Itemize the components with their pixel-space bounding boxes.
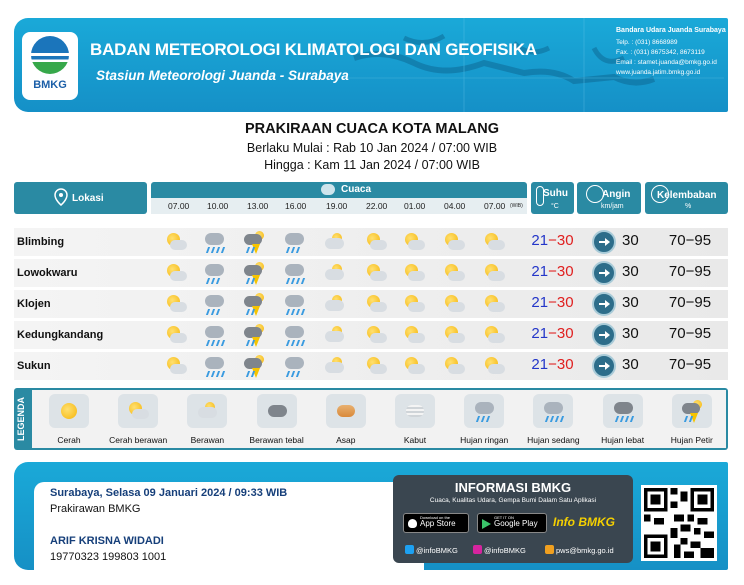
raindrop-icon	[630, 416, 634, 422]
legend-item	[588, 394, 658, 445]
raindrop-icon	[301, 309, 305, 315]
bmkg-logo	[22, 32, 78, 100]
wind-speed: 30	[622, 325, 639, 342]
cloud-icon	[285, 357, 304, 369]
raindrop-icon	[625, 416, 629, 422]
legend-berawan-tebal-icon	[257, 394, 297, 428]
contact-block	[616, 26, 726, 78]
raindrop-icon	[246, 371, 250, 377]
raindrop-icon	[291, 247, 295, 253]
legend-item	[380, 394, 450, 445]
table-row	[14, 352, 728, 380]
cloud-icon	[488, 240, 505, 250]
temp-max: 30	[556, 294, 574, 311]
weather-cerah-berawan-icon	[482, 292, 506, 316]
raindrop-icon	[206, 247, 210, 253]
weather-berawan-icon	[322, 354, 346, 378]
raindrop-icon	[211, 340, 215, 346]
raindrop-icon	[221, 340, 225, 346]
raindrop-icon	[246, 278, 250, 284]
raindrop-icon	[206, 371, 210, 377]
raindrop-icon	[296, 309, 300, 315]
temp-dash: −	[548, 325, 557, 342]
legend-label: Hujan Petir	[670, 435, 713, 445]
forecaster-name: ARIF KRISNA WIDADI	[50, 535, 164, 547]
hour-2: 13.00	[247, 201, 269, 211]
legend-label: Cerah	[57, 435, 81, 445]
header-suhu-unit: °C	[551, 203, 559, 210]
raindrop-icon	[296, 247, 300, 253]
weather-cerah-berawan-icon	[482, 230, 506, 254]
cloud-icon	[170, 271, 187, 281]
wind-speed: 30	[622, 356, 639, 373]
fog-icon	[406, 405, 424, 417]
weather-hujan-sedang-icon	[202, 323, 226, 347]
weather-cerah-berawan-icon	[164, 292, 188, 316]
cloud-icon	[448, 271, 465, 281]
raindrop-icon	[286, 340, 290, 346]
cloud-icon	[408, 271, 425, 281]
raindrop-icon	[286, 247, 290, 253]
raindrop-icon	[481, 416, 485, 422]
legend-hujan-ringan-icon	[464, 394, 504, 428]
hour-row	[151, 198, 527, 214]
cloud-icon	[285, 295, 304, 307]
temperature	[531, 232, 574, 249]
cloud-icon	[370, 271, 387, 281]
cloud-icon	[205, 357, 224, 369]
info-title: INFORMASI BMKG	[454, 480, 572, 495]
hour-1: 10.00	[207, 201, 229, 211]
cloud-icon	[205, 264, 224, 276]
header-kelembaban-label: Kelembaban	[657, 190, 717, 201]
weather-hujan-petir-icon	[242, 292, 266, 316]
weather-cerah-berawan-icon	[364, 292, 388, 316]
weather-cerah-berawan-icon	[164, 354, 188, 378]
weather-hujan-ringan-icon	[202, 292, 226, 316]
cloud-icon	[205, 295, 224, 307]
app-store-label: App Store	[420, 519, 456, 528]
legend-label: LEGENDA	[16, 397, 26, 442]
cloud-icon	[285, 233, 304, 245]
weather-cerah-berawan-icon	[402, 261, 426, 285]
header-suhu-label: Suhu	[543, 188, 568, 199]
location-name: Kedungkandang	[17, 329, 104, 341]
table-row	[14, 321, 728, 349]
raindrop-icon	[246, 340, 250, 346]
weather-cerah-berawan-icon	[364, 354, 388, 378]
contact-fax: Fax. : (031) 8675342, 8673119	[616, 49, 705, 56]
weather-berawan-icon	[322, 323, 346, 347]
temperature	[531, 325, 574, 342]
legend-item	[242, 394, 312, 445]
station-subtitle: Stasiun Meteorologi Juanda - Surabaya	[96, 68, 349, 83]
contact-email: Email : stamet.juanda@bmkg.go.id	[616, 59, 717, 66]
header-angin-unit: km/jam	[601, 203, 624, 210]
cloud-icon	[325, 238, 344, 249]
raindrop-icon	[291, 371, 295, 377]
header-angin	[577, 182, 641, 214]
raindrop-icon	[221, 371, 225, 377]
raindrop-icon	[476, 416, 480, 422]
location-name: Sukun	[17, 360, 51, 372]
raindrop-icon	[620, 416, 624, 422]
cloud-icon	[408, 240, 425, 250]
raindrop-icon	[296, 371, 300, 377]
raindrop-icon	[286, 309, 290, 315]
raindrop-icon	[211, 247, 215, 253]
legend-item	[34, 394, 104, 445]
email-icon	[545, 545, 554, 554]
temperature	[531, 294, 574, 311]
legend-panel	[32, 390, 726, 448]
legend	[14, 388, 728, 450]
twitter-link[interactable]	[405, 545, 458, 555]
raindrop-icon	[211, 309, 215, 315]
humidity: 70−95	[668, 263, 712, 280]
raindrop-icon	[291, 278, 295, 284]
wind-speed: 30	[622, 294, 639, 311]
wind-speed: 30	[622, 232, 639, 249]
header-banner	[14, 18, 728, 112]
cloud-icon	[488, 271, 505, 281]
cloud-icon	[448, 240, 465, 250]
temp-min: 21	[531, 325, 549, 342]
sun-icon	[61, 403, 77, 419]
weather-cerah-berawan-icon	[442, 354, 466, 378]
cloud-icon	[325, 269, 344, 280]
wind-direction-icon	[592, 323, 616, 347]
logo-text: BMKG	[33, 79, 67, 91]
contact-telp: Telp. : (031) 8668989	[616, 39, 678, 46]
apple-icon	[408, 519, 417, 528]
raindrop-icon	[286, 371, 290, 377]
weather-cerah-berawan-icon	[482, 261, 506, 285]
humidity: 70−95	[668, 356, 712, 373]
temp-max: 30	[556, 263, 574, 280]
google-play-button[interactable]	[477, 513, 547, 533]
raindrop-icon	[291, 340, 295, 346]
cloud-icon	[205, 326, 224, 338]
temp-min: 21	[531, 263, 549, 280]
table-row	[14, 290, 728, 318]
app-store-button[interactable]	[403, 513, 469, 533]
weather-cerah-berawan-icon	[442, 323, 466, 347]
cloud-icon	[370, 240, 387, 250]
raindrop-icon	[206, 340, 210, 346]
info-subtitle: Cuaca, Kualitas Udara, Gempa Bumi Dalam Satu Aplikasi	[429, 497, 597, 504]
twitter-handle: @infoBMKG	[416, 546, 458, 555]
weather-berawan-icon	[322, 292, 346, 316]
smoke-icon	[337, 405, 355, 417]
cloud-icon	[488, 364, 505, 374]
hour-suffix: (WIB)	[510, 203, 523, 209]
weather-hujan-petir-icon	[242, 323, 266, 347]
cloud-icon	[614, 402, 633, 414]
google-play-pre: GET IT ON	[494, 515, 514, 520]
legend-label: Asap	[336, 435, 356, 445]
header-lokasi-label: Lokasi	[72, 193, 104, 204]
twitter-icon	[405, 545, 414, 554]
header-cuaca	[151, 182, 527, 198]
legend-item	[103, 394, 173, 445]
raindrop-icon	[246, 247, 250, 253]
cloud-icon	[198, 407, 217, 418]
cloud-icon	[370, 302, 387, 312]
wind-direction-icon	[592, 261, 616, 285]
qr-code-icon	[644, 488, 714, 558]
weather-cerah-berawan-icon	[164, 230, 188, 254]
weather-berawan-icon	[322, 261, 346, 285]
raindrop-icon	[560, 416, 564, 422]
raindrop-icon	[211, 371, 215, 377]
cloud-icon	[170, 333, 187, 343]
hour-0: 07.00	[168, 201, 190, 211]
legend-item	[311, 394, 381, 445]
weather-hujan-sedang-icon	[202, 230, 226, 254]
legend-label: Hujan sedang	[527, 435, 580, 445]
raindrop-icon	[550, 416, 554, 422]
wind-direction-icon	[592, 230, 616, 254]
header-kelembaban-unit: %	[685, 203, 692, 210]
hour-6: 01.00	[404, 201, 426, 211]
wind-direction-icon	[592, 354, 616, 378]
legend-label: Berawan tebal	[249, 435, 304, 445]
email-link[interactable]	[545, 545, 614, 555]
humidity: 70−95	[668, 325, 712, 342]
cloud-icon	[321, 184, 335, 195]
weather-cerah-berawan-icon	[482, 323, 506, 347]
weather-hujan-ringan-icon	[202, 261, 226, 285]
raindrop-icon	[486, 416, 490, 422]
cloud-icon	[205, 233, 224, 245]
cloud-icon	[170, 240, 187, 250]
header-suhu	[531, 182, 574, 214]
forecaster-nip: 19770323 199803 1001	[50, 551, 167, 563]
table-row	[14, 228, 728, 256]
hour-7: 04.00	[444, 201, 466, 211]
legend-hujan-sedang-icon	[533, 394, 573, 428]
weather-cerah-berawan-icon	[402, 323, 426, 347]
raindrop-icon	[216, 309, 220, 315]
raindrop-icon	[555, 416, 559, 422]
weather-cerah-berawan-icon	[364, 230, 388, 254]
legend-asap-icon	[326, 394, 366, 428]
weather-hujan-sedang-icon	[282, 292, 306, 316]
legend-label: Berawan	[190, 435, 225, 445]
cloud-icon	[325, 362, 344, 373]
temp-dash: −	[548, 232, 557, 249]
weather-berawan-icon	[322, 230, 346, 254]
cloud-icon	[170, 302, 187, 312]
cloud-icon	[448, 333, 465, 343]
valid-from: Berlaku Mulai : Rab 10 Jan 2024 / 07:00 WIB	[246, 141, 498, 155]
instagram-link[interactable]	[473, 545, 526, 555]
weather-cerah-berawan-icon	[442, 292, 466, 316]
temp-min: 21	[531, 356, 549, 373]
globe-icon	[31, 36, 69, 74]
cloud-icon	[325, 300, 344, 311]
wind-speed: 30	[622, 263, 639, 280]
header-lokasi	[14, 182, 147, 214]
valid-to: Hingga : Kam 11 Jan 2024 / 07:00 WIB	[264, 158, 480, 172]
humidity: 70−95	[668, 294, 712, 311]
header-cuaca-label: Cuaca	[341, 184, 372, 195]
weather-cerah-berawan-icon	[364, 323, 388, 347]
humidity: 70−95	[668, 232, 712, 249]
weather-cerah-berawan-icon	[164, 261, 188, 285]
raindrop-icon	[296, 340, 300, 346]
contact-web: www.juanda.jatim.bmkg.go.id	[616, 69, 701, 76]
raindrop-icon	[246, 309, 250, 315]
weather-cerah-berawan-icon	[482, 354, 506, 378]
cloud-icon	[325, 331, 344, 342]
google-play-label: Google Play	[494, 519, 538, 528]
temp-min: 21	[531, 232, 549, 249]
raindrop-icon	[206, 278, 210, 284]
raindrop-icon	[211, 278, 215, 284]
temp-max: 30	[556, 356, 574, 373]
cloud-icon	[544, 402, 563, 414]
legend-item	[449, 394, 519, 445]
cloud-icon	[448, 364, 465, 374]
weather-hujan-sedang-icon	[202, 354, 226, 378]
weather-hujan-petir-icon	[242, 354, 266, 378]
temp-max: 30	[556, 325, 574, 342]
weather-cerah-berawan-icon	[442, 230, 466, 254]
raindrop-icon	[216, 278, 220, 284]
qr-code[interactable]	[641, 485, 717, 561]
raindrop-icon	[291, 309, 295, 315]
raindrop-icon	[216, 247, 220, 253]
hour-8: 07.00	[484, 201, 506, 211]
weather-hujan-sedang-icon	[282, 323, 306, 347]
raindrop-icon	[545, 416, 549, 422]
cloud-icon	[285, 264, 304, 276]
temperature	[531, 263, 574, 280]
weather-cerah-berawan-icon	[364, 261, 388, 285]
weather-hujan-ringan-icon	[282, 354, 306, 378]
location-pin-icon	[54, 188, 68, 206]
weather-cerah-berawan-icon	[442, 261, 466, 285]
cloud-icon	[408, 333, 425, 343]
weather-hujan-ringan-icon	[282, 230, 306, 254]
cloud-icon	[408, 364, 425, 374]
forecaster-role: Prakirawan BMKG	[50, 503, 141, 515]
raindrop-icon	[216, 340, 220, 346]
cloud-icon	[370, 364, 387, 374]
legend-hujan-petir-icon	[672, 394, 712, 428]
temp-dash: −	[548, 294, 557, 311]
legend-cerah-berawan-icon	[118, 394, 158, 428]
raindrop-icon	[216, 371, 220, 377]
cloud-icon	[285, 326, 304, 338]
legend-label: Hujan lebat	[601, 435, 645, 445]
legend-item	[172, 394, 242, 445]
agency-title: BADAN METEOROLOGI KLIMATOLOGI DAN GEOFISIKA	[90, 40, 537, 59]
hour-4: 19.00	[326, 201, 348, 211]
temperature	[531, 356, 574, 373]
raindrop-icon	[206, 309, 210, 315]
weather-hujan-sedang-icon	[282, 261, 306, 285]
play-icon	[482, 519, 491, 529]
legend-item	[518, 394, 588, 445]
table-row	[14, 259, 728, 287]
cloud-icon	[370, 333, 387, 343]
instagram-icon	[473, 545, 482, 554]
legend-cerah-icon	[49, 394, 89, 428]
weather-cerah-berawan-icon	[402, 230, 426, 254]
info-bmkg-panel	[393, 475, 633, 563]
header-angin-label: Angin	[602, 189, 631, 200]
raindrop-icon	[684, 416, 688, 422]
legend-label: Hujan ringan	[460, 435, 509, 445]
weather-hujan-petir-icon	[242, 230, 266, 254]
raindrop-icon	[286, 278, 290, 284]
forecast-title: PRAKIRAAN CUACA KOTA MALANG	[245, 121, 499, 137]
weather-hujan-petir-icon	[242, 261, 266, 285]
legend-hujan-lebat-icon	[603, 394, 643, 428]
hour-3: 16.00	[285, 201, 307, 211]
issue-date: Surabaya, Selasa 09 Januari 2024 / 09:33 WIB	[50, 487, 288, 499]
weather-cerah-berawan-icon	[164, 323, 188, 347]
temp-dash: −	[548, 356, 557, 373]
app-store-pre: Download on the	[420, 515, 451, 520]
temp-dash: −	[548, 263, 557, 280]
wind-direction-icon	[592, 292, 616, 316]
cloud-icon	[268, 405, 287, 417]
cloud-icon	[488, 333, 505, 343]
info-bmkg-app-logo: Info BMKG	[553, 515, 615, 529]
legend-kabut-icon	[395, 394, 435, 428]
header-kelembaban	[645, 182, 728, 214]
weather-cerah-berawan-icon	[402, 354, 426, 378]
instagram-handle: @infoBMKG	[484, 546, 526, 555]
cloud-icon	[475, 402, 494, 414]
contact-name: Bandara Udara Juanda Surabaya	[616, 27, 726, 34]
cloud-icon	[448, 302, 465, 312]
email-address: pws@bmkg.go.id	[556, 546, 614, 555]
weather-cerah-berawan-icon	[402, 292, 426, 316]
cloud-icon	[170, 364, 187, 374]
cloud-icon	[132, 409, 149, 419]
hour-5: 22.00	[366, 201, 388, 211]
legend-berawan-icon	[187, 394, 227, 428]
raindrop-icon	[301, 278, 305, 284]
location-name: Blimbing	[17, 236, 65, 248]
location-name: Lowokwaru	[17, 267, 78, 279]
legend-label: Kabut	[403, 435, 427, 445]
raindrop-icon	[301, 340, 305, 346]
legend-label: Cerah berawan	[109, 435, 168, 445]
location-name: Klojen	[17, 298, 51, 310]
temp-min: 21	[531, 294, 549, 311]
cloud-icon	[408, 302, 425, 312]
cloud-icon	[488, 302, 505, 312]
raindrop-icon	[615, 416, 619, 422]
raindrop-icon	[296, 278, 300, 284]
raindrop-icon	[221, 247, 225, 253]
legend-item	[657, 394, 727, 445]
temp-max: 30	[556, 232, 574, 249]
